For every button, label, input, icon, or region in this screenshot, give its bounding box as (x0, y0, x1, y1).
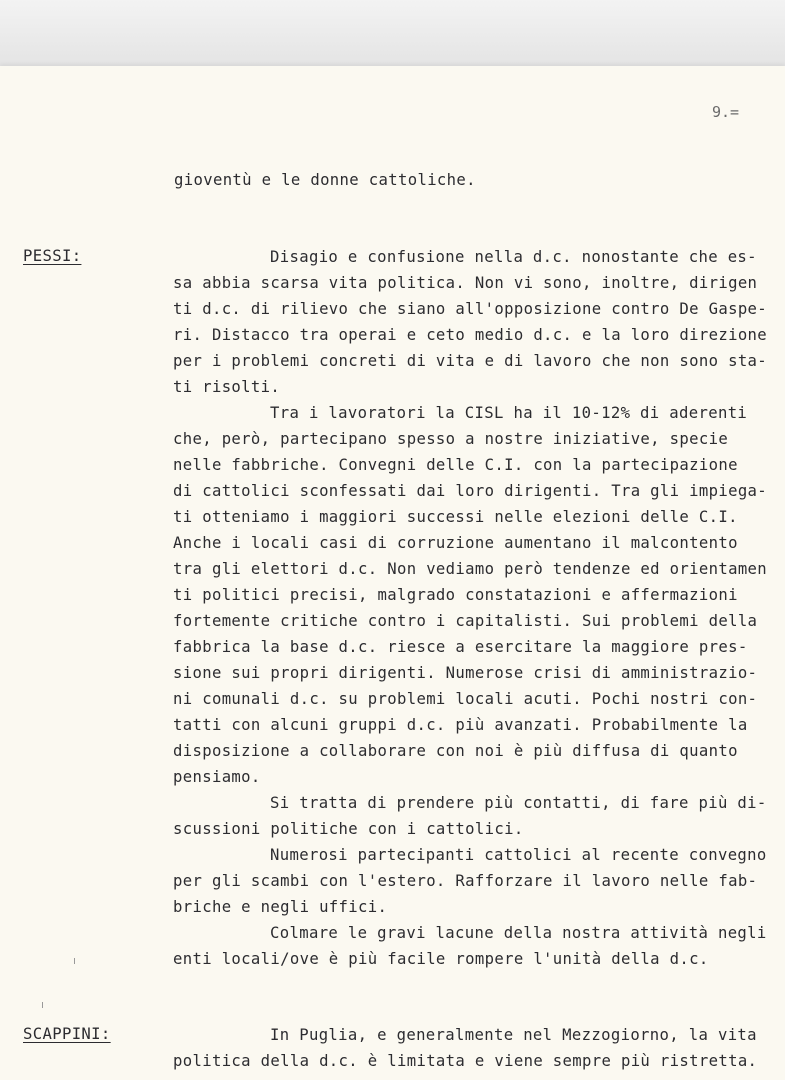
intro-line: gioventù e le donne cattoliche. (174, 171, 476, 189)
text-line: ti d.c. di rilievo che siano all'opposizione contro De Gaspe- (173, 300, 768, 318)
text-line: Disagio e confusione nella d.c. nonostante che es- (270, 248, 757, 266)
text-line: briche e negli uffici. (173, 898, 388, 916)
text-line: disposizione a collaborare con noi è più diffusa di quanto (173, 742, 738, 760)
text-line: enti locali/ove è più facile rompere l'unità della d.c. (173, 950, 709, 968)
text-line: ti otteniamo i maggiori successi nelle elezioni delle C.I. (173, 508, 738, 526)
text-line: ti politici precisi, malgrado constatazioni e affermazioni (173, 586, 738, 604)
text-line: pensiamo. (173, 768, 261, 786)
text-line: di cattolici sconfessati dai loro dirigenti. Tra gli impiega- (173, 482, 768, 500)
text-line: ni comunali d.c. su problemi locali acuti. Pochi nostri con- (173, 690, 758, 708)
text-line: tra gli elettori d.c. Non vediamo però tendenze ed orientamen (173, 560, 768, 578)
text-line: Anche i locali casi di corruzione aumentano il malcontento (173, 534, 738, 552)
text-line: Si tratta di prendere più contatti, di fare più di- (270, 794, 767, 812)
page-number: 9.= (712, 103, 740, 121)
text-line: nelle fabbriche. Convegni delle C.I. con la partecipazione (173, 456, 738, 474)
text-line: fabbrica la base d.c. riesce a esercitare la maggiore pres- (173, 638, 748, 656)
scan-mark (42, 1002, 43, 1008)
text-line: tatti con alcuni gruppi d.c. più avanzati. Probabilmente la (173, 716, 748, 734)
text-line: che, però, partecipano spesso a nostre iniziative, specie (173, 430, 729, 448)
text-line: ri. Distacco tra operai e ceto medio d.c. e la loro direzione (173, 326, 768, 344)
text-line: scussioni politiche con i cattolici. (173, 820, 524, 838)
scan-top-strip (0, 0, 785, 66)
text-line: politica della d.c. è limitata e viene sempre più ristretta. (173, 1052, 758, 1070)
text-line: fortemente critiche contro i capitalisti. Sui problemi della (173, 612, 758, 630)
text-line: ti risolti. (173, 378, 281, 396)
text-line: per gli scambi con l'estero. Rafforzare il lavoro nelle fab- (173, 872, 758, 890)
text-line: Tra i lavoratori la CISL ha il 10-12% di aderenti (270, 404, 748, 422)
text-line: Numerosi partecipanti cattolici al recente convegno (270, 846, 767, 864)
text-line: sa abbia scarsa vita politica. Non vi sono, inoltre, dirigen (173, 274, 758, 292)
text-line: per i problemi concreti di vita e di lavoro che non sono sta- (173, 352, 768, 370)
text-line: In Puglia, e generalmente nel Mezzogiorno, la vita (270, 1026, 757, 1044)
scan-mark (74, 958, 75, 964)
speaker-label-scappini: SCAPPINI: (23, 1025, 111, 1043)
text-line: Colmare le gravi lacune della nostra attività negli (270, 924, 767, 942)
speaker-label-pessi: PESSI: (23, 247, 82, 265)
text-line: sione sui propri dirigenti. Numerose crisi di amministrazio- (173, 664, 758, 682)
